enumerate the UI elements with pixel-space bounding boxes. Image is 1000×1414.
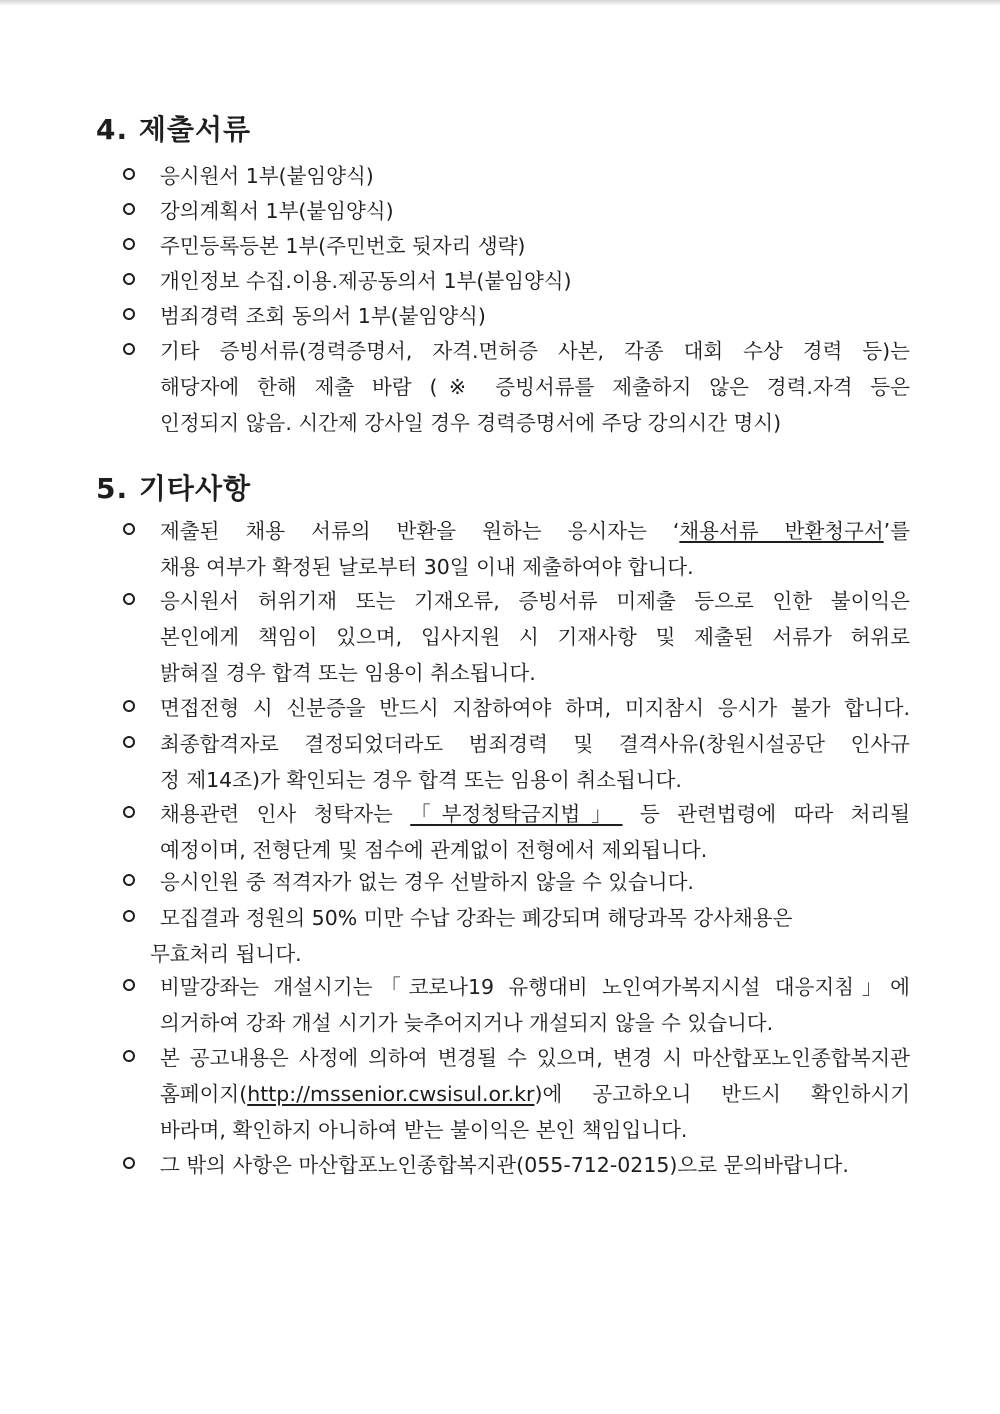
item-text: 무효처리 됩니다. [150,942,302,966]
item-text: 개인정보 수집.이용.제공동의서 1부(붙임양식) [160,269,572,293]
circle-bullet-icon [123,238,135,250]
item-text: 비말강좌는 개설시기는「코로나19 유행대비 노인여가복지시설 대응지침」에 [160,975,910,999]
circle-bullet-icon [123,523,135,535]
document-name-underlined: 채용서류 반환청구서 [679,519,884,543]
item-text: 최종합격자로 결정되었더라도 범죄경력 및 결격사유(창원시설공단 인사규 [160,732,910,756]
homepage-link[interactable]: http://mssenior.cwsisul.or.kr [247,1082,535,1106]
item-text: 홈페이지(http://mssenior.cwsisul.or.kr)에 공고하오니 반드시 확인하시기 [160,1082,910,1106]
item-text: 채용 여부가 확정된 날로부터 30일 이내 제출하여야 합니다. [160,555,694,579]
circle-bullet-icon [123,308,135,320]
circle-bullet-icon [123,1157,135,1169]
item-text: 예정이며, 전형단계 및 점수에 관계없이 전형에서 제외됩니다. [160,838,708,862]
circle-bullet-icon [123,874,135,886]
circle-bullet-icon [123,203,135,215]
item-text: 응시원서 허위기재 또는 기재오류, 증빙서류 미제출 등으로 인한 불이익은 [160,589,910,613]
circle-bullet-icon [123,979,135,991]
item-text: 해당자에 한해 제출 바람 (※ 증빙서류를 제출하지 않은 경력.자격 등은 [160,375,910,399]
item-text: 바라며, 확인하지 아니하여 받는 불이익은 본인 책임입니다. [160,1118,688,1142]
circle-bullet-icon [123,1050,135,1062]
circle-bullet-icon [123,168,135,180]
item-text: 정 제14조)가 확인되는 경우 합격 또는 임용이 취소됩니다. [160,768,682,792]
item-text: 범죄경력 조회 동의서 1부(붙임양식) [160,304,486,328]
item-text: 밝혀질 경우 합격 또는 임용이 취소됩니다. [160,661,536,685]
item-text: 면접전형 시 신분증을 반드시 지참하여야 하며, 미지참시 응시가 불가 합니다. [160,696,910,720]
scan-edge-shadow [0,0,1000,6]
item-text: 모집결과 정원의 50% 미만 수납 강좌는 폐강되며 해당과목 강사채용은 [160,906,793,930]
section-title: 5. 기타사항 [96,472,252,505]
item-text: 강의계획서 1부(붙임양식) [160,199,394,223]
item-text: 본인에게 책임이 있으며, 입사지원 시 기재사항 및 제출된 서류가 허위로 [160,625,910,649]
item-text: 기타 증빙서류(경력증명서, 자격.면허증 사본, 각종 대회 수상 경력 등)는 [160,339,910,363]
item-text: 주민등록등본 1부(주민번호 뒷자리 생략) [160,234,526,258]
item-text: 의거하여 강좌 개설 시기가 늦추어지거나 개설되지 않을 수 있습니다. [160,1011,774,1035]
item-text: 응시원서 1부(붙임양식) [160,164,374,188]
circle-bullet-icon [123,700,135,712]
circle-bullet-icon [123,343,135,355]
circle-bullet-icon [123,806,135,818]
law-name-underlined: 「부정청탁금지법」 [410,802,623,826]
item-text: 제출된 채용 서류의 반환을 원하는 응시자는 ‘채용서류 반환청구서’를 [160,519,910,543]
item-text: 응시인원 중 적격자가 없는 경우 선발하지 않을 수 있습니다. [160,870,694,894]
item-text: 본 공고내용은 사정에 의하여 변경될 수 있으며, 변경 시 마산합포노인종합복지관 [160,1046,910,1070]
item-text: 채용관련 인사 청탁자는 「부정청탁금지법」 등 관련법령에 따라 처리될 [160,802,910,826]
item-text: 인정되지 않음. 시간제 강사일 경우 경력증명서에 주당 강의시간 명시) [160,411,782,435]
circle-bullet-icon [123,593,135,605]
circle-bullet-icon [123,736,135,748]
item-text: 그 밖의 사항은 마산합포노인종합복지관(055-712-0215)으로 문의바랍니다. [160,1153,849,1177]
circle-bullet-icon [123,273,135,285]
section-title: 4. 제출서류 [96,113,252,146]
circle-bullet-icon [123,910,135,922]
